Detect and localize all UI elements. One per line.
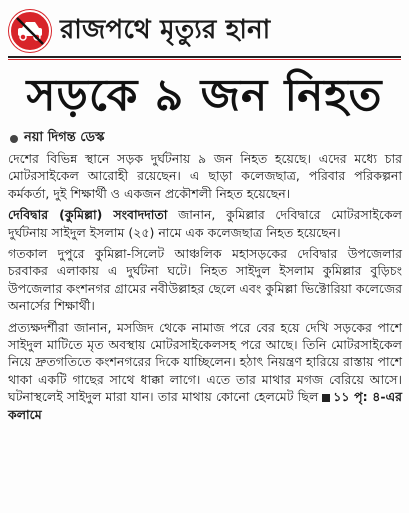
dateline: দেবিদ্বার (কুমিল্লা) সংবাদদাতা (8, 207, 168, 223)
headline: সড়কে ৯ জন নিহত (26, 70, 383, 121)
section-header (8, 6, 401, 56)
paragraph (8, 245, 402, 315)
header-divider (8, 56, 401, 58)
byline (10, 128, 104, 149)
paragraph-text: গতকাল দুপুরে কুমিল্লা-সিলেট আঞ্চলিক মহাসড়কের দেবিদ্বার উপজেলার চরবাকর এলাকায় এ দুর্ঘটনা ঘটে। নিহত সাইদুল ইসলাম কুমিল্লার বুড়িচং উপজেলার কংশনগর গ্রামের নবীউল্লাহর ছেলে এবং কুমিল্লা ভিক্টোরিয়া কলেজের অনার্সের শিক্ষার্থী। (8, 246, 402, 314)
paragraph-text: দেশের বিভিন্ন স্থানে সড়ক দুর্ঘটনায় ৯ জন নিহত হয়েছে। এদের মধ্যে চার মোটরসাইকেল আরোহী রয়েছেন। এ ছাড়া কলেজছাত্র, পরিবার পরিকল্পনা কর্মকর্তা, দুই শিক্ষার্থী ও একজন প্রকৌশলী নিহত হয়েছেন। (8, 151, 402, 201)
paragraph-text: প্রত্যক্ষদর্শীরা জানান, মসজিদ থেকে নামাজ পরে বের হয়ে দেখি সড়কের পাশে সাইদুল মাটিতে মৃত অবস্থায় মোটরসাইকেলসহ পরে আছে। তিনি মোটরসাইকেল নিয়ে দ্রুতগতিতে কংশনগরের দিকে যাচ্ছিলেন। হঠাৎ নিয়ন্ত্রণ হারিয়ে রাস্তায় পাশে থাকা একটি গাছের সাথে ধাক্কা লাগে। এতে তার মাথার মগজ বেরিয়ে আসে। ঘটনাস্থলেই সাইদুল মারা যান। তার মাথায় কোনো হেলমেট ছিল (8, 319, 402, 405)
bullet-icon (10, 135, 18, 143)
continuation-note: ১১ পৃ: ৪-এর কলামে (8, 389, 402, 422)
byline-text: নয়া দিগন্ত ডেস্ক (24, 130, 105, 145)
paragraph-text: জানান, কুমিল্লার দেবিদ্বারে মোটরসাইকেল দুর্ঘটনায় সাইদুল ইসলাম (২৫) নামে এক কলেজছাত্র নিহত হয়েছেন। (8, 207, 402, 240)
car-crash-icon (8, 9, 52, 53)
paragraph (8, 206, 402, 241)
header-divider-accent (8, 59, 401, 60)
paragraph (8, 150, 402, 202)
section-title: রাজপথে মৃত্যুর হানা (60, 15, 271, 45)
paragraph (8, 319, 402, 423)
article-body (8, 150, 402, 427)
continuation-marker-icon (322, 394, 330, 402)
